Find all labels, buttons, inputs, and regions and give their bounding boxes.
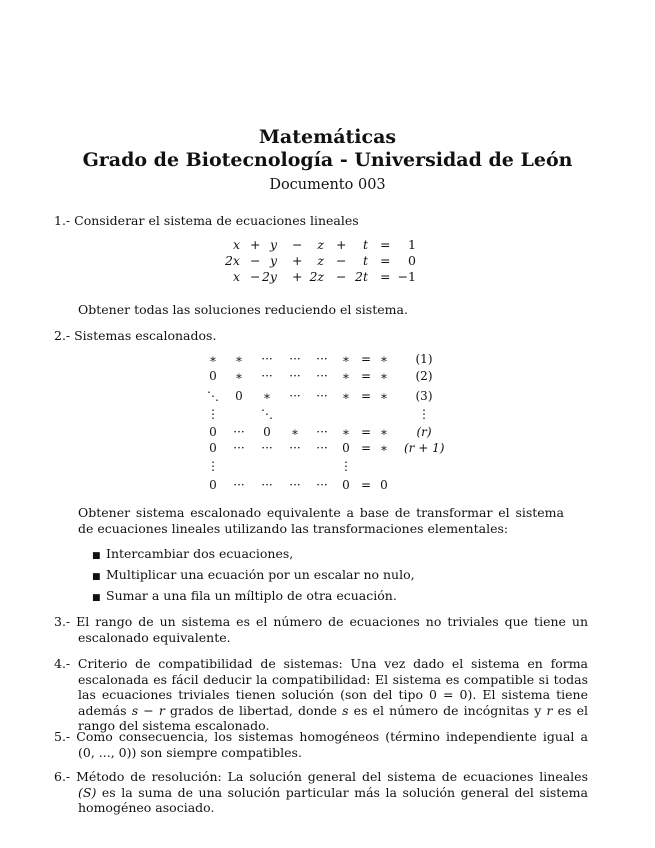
- equation-term: +: [250, 237, 261, 252]
- equation-term: −: [336, 253, 347, 268]
- matrix-entry: ∗: [379, 369, 389, 383]
- list-item: [78, 588, 564, 604]
- matrix-entry: ∗: [379, 389, 389, 403]
- list-item-text: Multiplicar una ecuación por un escalar no nulo,: [106, 567, 415, 582]
- equation-term: 2x: [224, 253, 240, 268]
- list-item: [78, 546, 564, 562]
- equation-system: [222, 237, 422, 287]
- equation-term: −1: [397, 269, 416, 284]
- equation-term: z: [317, 237, 324, 252]
- matrix-entry: 0: [209, 425, 217, 439]
- page-title: Matemáticas: [258, 126, 397, 148]
- matrix-entry: ···: [316, 352, 328, 366]
- title-block: [0, 126, 655, 196]
- matrix-entry: 0: [235, 389, 243, 403]
- equation-term: y: [269, 237, 277, 252]
- matrix-entry: ∗: [208, 352, 218, 366]
- list-item-text: Intercambiar dos ecuaciones,: [106, 546, 294, 561]
- matrix-entry: ⋮: [207, 407, 219, 421]
- q4-text-b: grados de libertad, donde: [170, 702, 337, 718]
- q4-math-b: s: [342, 702, 349, 718]
- equation-term: −: [250, 269, 261, 284]
- matrix-entry: ···: [261, 478, 273, 492]
- equation-term: −: [250, 253, 261, 268]
- equation-term: −: [336, 269, 347, 284]
- equation-term: −: [292, 237, 303, 252]
- matrix-entry: 0: [263, 425, 271, 439]
- matrix-entry: ∗: [341, 352, 351, 366]
- equation-term: 2y: [261, 269, 277, 284]
- matrix-entry: ···: [289, 478, 301, 492]
- page-subtitle: Grado de Biotecnología - Universidad de León: [82, 149, 573, 171]
- q4-math-c: r: [546, 702, 553, 718]
- matrix-entry: ∗: [341, 389, 351, 403]
- q4-text: [54, 656, 588, 734]
- matrix-entry: (1): [415, 352, 433, 366]
- matrix-entry: ···: [316, 389, 328, 403]
- matrix-entry: ···: [316, 441, 328, 455]
- matrix-entry: =: [360, 425, 372, 439]
- matrix-entry: ···: [289, 389, 301, 403]
- matrix-entry: ⋮: [418, 407, 430, 421]
- bullet-icon: ■: [92, 551, 101, 561]
- matrix-entry: ⋱: [207, 389, 219, 403]
- equation-term: 0: [408, 253, 416, 268]
- matrix-entry: ···: [316, 369, 328, 383]
- equation-term: z: [317, 253, 324, 268]
- equation-term: +: [292, 269, 303, 284]
- matrix-entry: ∗: [234, 352, 244, 366]
- matrix-entry: (2): [415, 369, 433, 383]
- matrix-entry: ···: [289, 441, 301, 455]
- matrix-entry: ⋱: [261, 407, 273, 421]
- equation-term: =: [380, 269, 391, 284]
- q4-math-a: s − r: [131, 702, 165, 718]
- matrix-entry: =: [360, 369, 372, 383]
- matrix-entry: ···: [289, 369, 301, 383]
- q5-text-b: ) son siempre compatibles.: [131, 744, 302, 760]
- matrix-entry: ∗: [379, 441, 389, 455]
- matrix-entry: ∗: [262, 389, 272, 403]
- matrix-entry: ∗: [290, 425, 300, 439]
- equation-term: =: [380, 253, 391, 268]
- equation-term: 1: [408, 237, 416, 252]
- matrix-entry: (r): [416, 425, 432, 439]
- q3-text: 3.- El rango de un sistema es el número de ecuaciones no triviales que tiene un escalonado equivalente.: [54, 614, 588, 645]
- equation-term: 2z: [309, 269, 324, 284]
- q6-text-a: 6.- Método de resolución: La solución general del sistema de ecuaciones lineales: [54, 769, 588, 784]
- list-item-text: Sumar a una fila un míltiplo de otra ecuación.: [106, 588, 397, 603]
- q2-task: Obtener sistema escalonado equivalente a base de transformar el sistema de ecuaciones lineales utilizando las transformaciones elementales:: [78, 505, 564, 536]
- equation-term: =: [380, 237, 391, 252]
- q5-text-a: 5.- Como consecuencia, los sistemas homogéneos (término independiente igual a: [54, 729, 588, 744]
- equation-term: y: [269, 253, 277, 268]
- matrix-entry: 0: [209, 478, 217, 492]
- matrix-entry: ···: [261, 369, 273, 383]
- q5-text: [54, 729, 588, 760]
- matrix-entry: ···: [233, 478, 245, 492]
- equation-term: x: [232, 269, 240, 284]
- equation-term: t: [362, 253, 368, 268]
- equation-term: +: [292, 253, 303, 268]
- equation-term: t: [362, 237, 368, 252]
- matrix-entry: ∗: [341, 369, 351, 383]
- matrix-entry: 0: [209, 441, 217, 455]
- matrix-entry: ···: [233, 441, 245, 455]
- q6-text-b: es la suma de una solución particular más la solución general del sistema homogéneo asociado.: [78, 784, 588, 815]
- equation-term: x: [232, 237, 240, 252]
- bullet-icon: ■: [92, 572, 101, 582]
- q4-text-c: es el número de incógnitas y: [353, 702, 542, 718]
- q6-text: [54, 769, 588, 816]
- matrix-entry: ⋮: [207, 459, 219, 473]
- matrix-entry: ···: [316, 425, 328, 439]
- matrix-entry: ···: [261, 352, 273, 366]
- matrix-entry: ⋮: [340, 459, 352, 473]
- matrix-entry: =: [360, 441, 372, 455]
- matrix-entry: ∗: [341, 425, 351, 439]
- q1-intro: 1.- Considerar el sistema de ecuaciones lineales: [54, 213, 359, 228]
- matrix-entry: ∗: [379, 352, 389, 366]
- equation-term: +: [336, 237, 347, 252]
- matrix-entry: 0: [342, 478, 350, 492]
- matrix-entry: =: [360, 389, 372, 403]
- q4-text-a: 4.- Criterio de compatibilidad de sistemas: Una vez dado el sistema en forma escalonada es fácil deducir la compatibilidad: El sistema es compatible si todas las ecuaciones triviales tienen solución (son del tipo 0 = 0). El sistema tiene además: [54, 656, 588, 718]
- matrix-entry: 0: [209, 369, 217, 383]
- q6-math-a: (S): [78, 784, 97, 800]
- matrix-entry: =: [360, 352, 372, 366]
- q4-text-d: es el rango del sistema escalonado.: [78, 702, 588, 733]
- matrix-entry: ···: [261, 441, 273, 455]
- equation-term: 2t: [355, 269, 368, 284]
- matrix-entry: =: [360, 478, 372, 492]
- echelon-matrix: [200, 352, 450, 492]
- document-number: Documento 003: [269, 177, 386, 193]
- matrix-entry: 0: [380, 478, 388, 492]
- q1-task: Obtener todas las soluciones reduciendo el sistema.: [78, 302, 408, 317]
- q2-intro: 2.- Sistemas escalonados.: [54, 328, 217, 343]
- matrix-entry: 0: [342, 441, 350, 455]
- matrix-entry: (3): [415, 389, 433, 403]
- list-item: [78, 567, 564, 583]
- matrix-entry: (r + 1): [404, 441, 445, 455]
- matrix-entry: ···: [233, 425, 245, 439]
- matrix-entry: ∗: [379, 425, 389, 439]
- matrix-entry: ···: [316, 478, 328, 492]
- bullet-icon: ■: [92, 593, 101, 603]
- matrix-entry: ···: [289, 352, 301, 366]
- q5-math-a: (0, ..., 0): [78, 744, 132, 760]
- matrix-entry: ∗: [234, 369, 244, 383]
